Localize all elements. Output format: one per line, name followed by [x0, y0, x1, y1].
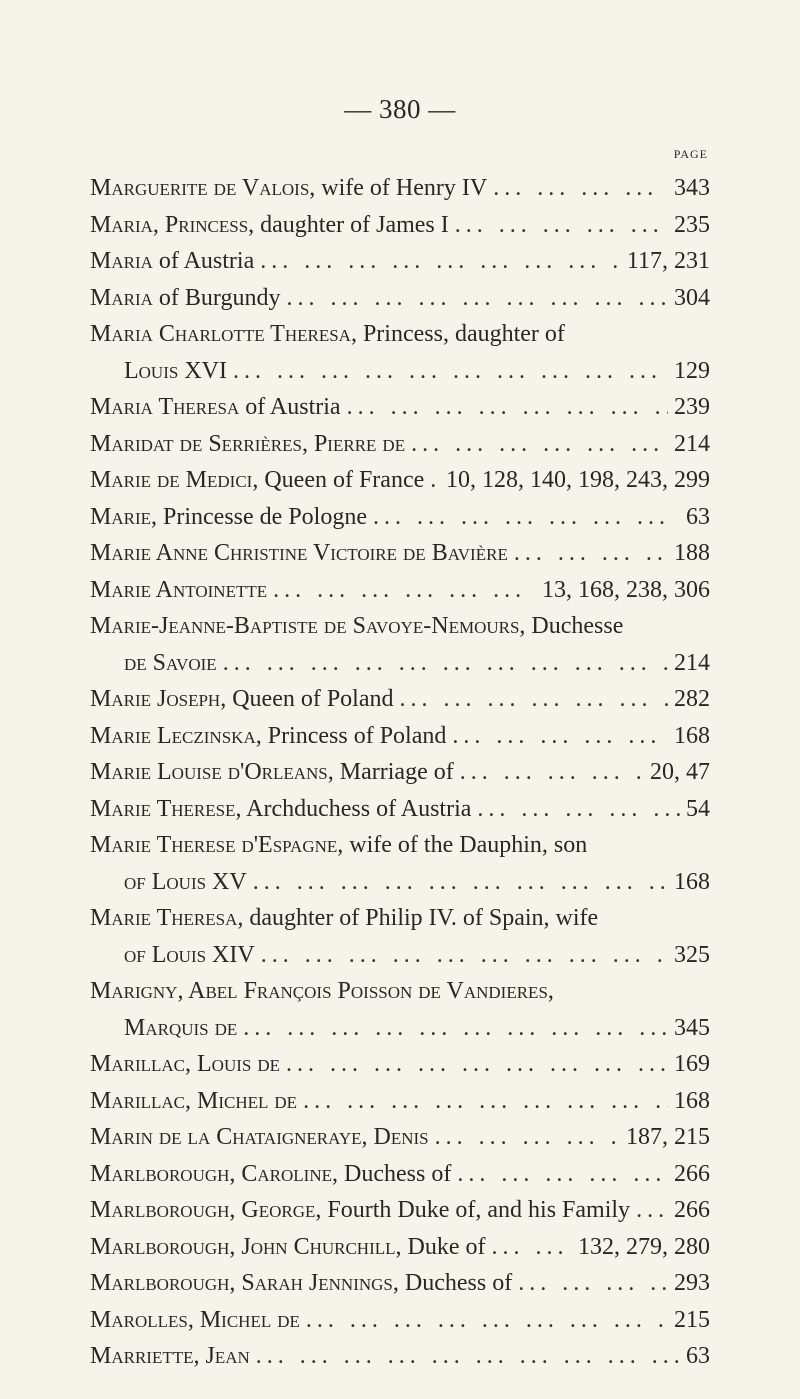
entry-name — [90, 1156, 451, 1193]
entry-pages: 132, 279, 280 — [578, 1233, 710, 1260]
entry-pages: 117, 231 — [626, 248, 710, 274]
entry-pages: 169 — [674, 1051, 710, 1077]
index-entry-line — [90, 791, 710, 828]
entry-heading: Marie Joseph, — [90, 686, 227, 712]
entry-heading: Marie-Jeanne-Baptiste de Savoye-Nemours, — [90, 613, 526, 639]
entry-heading: Marlborough, John Churchill, — [90, 1233, 402, 1260]
dot-leader — [286, 280, 668, 317]
page-number: — 380 — — [344, 94, 456, 124]
entry-detail: Archduchess of Austria — [241, 795, 472, 822]
entry-name — [90, 718, 446, 755]
index-entry-line — [90, 900, 710, 937]
index-entry — [90, 535, 710, 572]
index-entry — [90, 827, 710, 900]
index-entry — [90, 608, 710, 681]
entry-name — [90, 754, 454, 791]
dot-leader — [256, 1338, 680, 1375]
index-entry-line — [90, 1338, 710, 1375]
dot-leader — [261, 937, 668, 974]
entry-pages: 168 — [674, 868, 710, 895]
entry-pages: 266 — [674, 1197, 710, 1223]
index-entry — [90, 1229, 710, 1266]
entry-detail: wife of Henry IV — [315, 175, 488, 201]
index-entry-line — [90, 681, 710, 718]
entry-detail: of Austria — [152, 248, 255, 274]
dot-leader — [492, 1229, 572, 1266]
entry-pages: 129 — [674, 357, 710, 384]
entry-pages: 343 — [674, 175, 710, 201]
index-entry — [90, 1192, 710, 1229]
index-entry — [90, 280, 710, 317]
dot-leader — [273, 572, 536, 609]
index-entry-continuation — [90, 937, 710, 974]
dot-leader — [306, 1302, 668, 1339]
index-entry-continuation — [90, 1010, 710, 1047]
dot-leader — [430, 462, 440, 499]
dot-leader — [452, 718, 668, 755]
entry-name — [90, 1119, 429, 1156]
entry-pages: 282 — [674, 686, 710, 712]
entry-pages: 304 — [674, 284, 710, 311]
entry-detail: Princesse de Pologne — [157, 503, 367, 530]
entry-pages: 63 — [686, 503, 710, 530]
dot-leader — [514, 535, 668, 572]
index-entry — [90, 389, 710, 426]
entry-continuation-text: Louis XVI — [124, 357, 227, 384]
dot-leader — [243, 1010, 668, 1047]
entry-detail: Queen of Poland — [226, 686, 394, 712]
index-entry — [90, 572, 710, 609]
entry-detail: Duke of — [401, 1233, 486, 1260]
entry-detail: Marriage of — [333, 759, 454, 785]
entry-heading: Marie Louise d'Orleans, — [90, 759, 334, 785]
entry-continuation-text: of Louis XV — [124, 868, 247, 895]
entry-pages: 293 — [674, 1270, 710, 1296]
index-entries — [90, 170, 710, 1375]
index-entry-continuation — [90, 645, 710, 682]
index-entry-line — [90, 1046, 710, 1083]
entry-name — [90, 499, 367, 536]
entry-detail: daughter of Philip IV. of Spain, wife — [243, 905, 599, 931]
entry-name — [90, 1192, 630, 1229]
dot-leader — [253, 864, 668, 901]
index-entry — [90, 1265, 710, 1302]
entry-heading: Marie Anne Christine Victoire de Bavière — [90, 540, 508, 566]
entry-heading: Marriette, Jean — [90, 1343, 250, 1369]
entry-name — [90, 243, 254, 280]
index-entry — [90, 973, 710, 1046]
entry-pages: 239 — [674, 394, 710, 420]
dot-leader — [435, 1119, 620, 1156]
dot-leader — [260, 243, 621, 280]
dot-leader — [460, 754, 644, 791]
entry-heading: Marlborough, George, — [90, 1197, 322, 1223]
entry-detail: Princess of Poland — [261, 722, 447, 749]
index-entry-line — [90, 1229, 710, 1266]
entry-name — [90, 316, 565, 353]
dot-leader — [347, 389, 668, 426]
entry-name — [90, 207, 449, 244]
entry-name — [90, 1265, 512, 1302]
entry-pages: 20, 47 — [650, 759, 710, 785]
dot-leader — [373, 499, 680, 536]
entry-name — [90, 462, 424, 499]
entry-heading: Maria, Princess, — [90, 211, 255, 238]
index-entry — [90, 426, 710, 463]
page-column-label: PAGE — [673, 147, 708, 161]
index-entry-line — [90, 426, 710, 463]
entry-detail: of Burgundy — [152, 284, 281, 311]
entry-heading: Marie Therese, — [90, 795, 242, 822]
entry-pages: 63 — [686, 1343, 710, 1369]
index-entry — [90, 791, 710, 828]
entry-pages: 214 — [674, 649, 710, 676]
index-entry — [90, 243, 710, 280]
entry-detail: Princess, daughter of — [356, 321, 565, 347]
entry-continuation-text: of Louis XIV — [124, 941, 255, 968]
entry-name — [90, 426, 405, 463]
entry-pages: 168 — [674, 722, 710, 749]
entry-pages: 168 — [674, 1087, 710, 1114]
entry-heading: Maria Charlotte Theresa, — [90, 321, 357, 347]
index-entry-line — [90, 535, 710, 572]
dot-leader — [477, 791, 680, 828]
dot-leader — [636, 1192, 668, 1229]
entry-detail: of Austria — [239, 394, 341, 420]
entry-pages: 188 — [674, 540, 710, 566]
entry-detail: Queen of France — [258, 467, 425, 493]
entry-name — [90, 1046, 280, 1083]
index-entry-line — [90, 827, 710, 864]
index-entry — [90, 754, 710, 791]
entry-name — [90, 535, 508, 572]
entry-name — [90, 389, 341, 426]
index-entry — [90, 1156, 710, 1193]
entry-detail: Fourth Duke of, and his Family — [321, 1197, 631, 1223]
entry-name — [90, 280, 280, 317]
entry-name — [90, 900, 598, 937]
index-entry-line — [90, 280, 710, 317]
dot-leader — [233, 353, 668, 390]
entry-detail: Duchess of — [398, 1270, 513, 1296]
index-entry-line — [90, 243, 710, 280]
entry-continuation-text: de Savoie — [124, 649, 217, 676]
entry-heading: Marlborough, Sarah Jennings, — [90, 1270, 399, 1296]
dot-leader — [303, 1083, 668, 1120]
entry-heading: Marie, — [90, 503, 158, 530]
entry-name — [90, 572, 267, 609]
entry-heading: Marillac, Michel de — [90, 1087, 298, 1114]
dot-leader — [223, 645, 668, 682]
index-entry — [90, 499, 710, 536]
entry-continuation-text: Marquis de — [124, 1014, 238, 1041]
index-entry — [90, 1302, 710, 1339]
index-entry — [90, 462, 710, 499]
entry-name — [90, 973, 554, 1010]
index-entry — [90, 1119, 710, 1156]
index-entry-line — [90, 207, 710, 244]
entry-heading: Marie Leczinska, — [90, 722, 262, 749]
entry-heading: Marie Theresa, — [90, 905, 244, 931]
index-entry-line — [90, 754, 710, 791]
dot-leader — [518, 1265, 668, 1302]
entry-pages: 235 — [674, 211, 710, 238]
index-entry-line — [90, 1156, 710, 1193]
entry-pages: 13, 168, 238, 306 — [542, 576, 710, 603]
entry-heading: Maria Theresa — [90, 394, 240, 420]
dot-leader — [411, 426, 668, 463]
index-entry — [90, 170, 710, 207]
entry-detail: Duchesse — [525, 613, 624, 639]
index-entry-line — [90, 608, 710, 645]
index-entry — [90, 718, 710, 755]
entry-name — [90, 1302, 300, 1339]
entry-heading: Marie Antoinette — [90, 576, 268, 603]
index-entry-line — [90, 1083, 710, 1120]
entry-pages: 54 — [686, 795, 710, 822]
dot-leader — [286, 1046, 668, 1083]
dot-leader — [400, 681, 669, 718]
dot-leader — [493, 170, 668, 207]
entry-name — [90, 791, 471, 828]
index-entry — [90, 900, 710, 973]
index-entry-line — [90, 462, 710, 499]
entry-detail: daughter of James I — [254, 211, 449, 238]
index-entry-line — [90, 1265, 710, 1302]
index-entry-line — [90, 1302, 710, 1339]
entry-name — [90, 1083, 297, 1120]
index-entry-continuation — [90, 353, 710, 390]
index-entry-line — [90, 718, 710, 755]
index-entry-line — [90, 499, 710, 536]
index-entry — [90, 1083, 710, 1120]
entry-heading: Maridat de Serrières, Pierre de — [90, 430, 406, 457]
entry-name — [90, 608, 623, 645]
entry-name — [90, 1338, 250, 1375]
entry-heading: Maria — [90, 284, 153, 311]
index-entry-line — [90, 973, 710, 1010]
entry-heading: Marolles, Michel de — [90, 1306, 300, 1333]
entry-pages: 214 — [674, 430, 710, 457]
entry-heading: Marguerite de Valois, — [90, 175, 316, 201]
entry-pages: 215 — [674, 1306, 710, 1333]
entry-heading: Marillac, Louis de — [90, 1051, 280, 1077]
entry-heading: Maria — [90, 248, 153, 274]
index-entry-line — [90, 316, 710, 353]
index-entry — [90, 681, 710, 718]
entry-heading: Marie de Medici, — [90, 467, 259, 493]
index-entry-continuation — [90, 864, 710, 901]
entry-pages: 10, 128, 140, 198, 243, 299 — [446, 467, 710, 493]
entry-heading: Marigny, Abel François Poisson de Vandieres, — [90, 978, 554, 1004]
entry-pages: 325 — [674, 941, 710, 968]
index-entry — [90, 207, 710, 244]
index-entry — [90, 316, 710, 389]
entry-detail: wife of the Dauphin, son — [343, 832, 588, 858]
index-entry-line — [90, 1192, 710, 1229]
entry-name — [90, 170, 487, 207]
entry-pages: 345 — [674, 1014, 710, 1041]
entry-pages: 187, 215 — [626, 1124, 710, 1150]
dot-leader — [455, 207, 668, 244]
dot-leader — [457, 1156, 668, 1193]
index-entry-line — [90, 170, 710, 207]
index-entry-line — [90, 1119, 710, 1156]
entry-name — [90, 681, 394, 718]
entry-name — [90, 827, 587, 864]
index-entry — [90, 1338, 710, 1375]
entry-pages: 266 — [674, 1160, 710, 1187]
entry-name — [90, 1229, 486, 1266]
index-entry-line — [90, 572, 710, 609]
index-entry-line — [90, 389, 710, 426]
entry-heading: Marie Therese d'Espagne, — [90, 832, 344, 858]
entry-heading: Marin de la Chataigneraye, Denis — [90, 1124, 429, 1150]
index-entry — [90, 1046, 710, 1083]
entry-detail: Duchess of — [338, 1160, 452, 1187]
entry-heading: Marlborough, Caroline, — [90, 1160, 339, 1187]
